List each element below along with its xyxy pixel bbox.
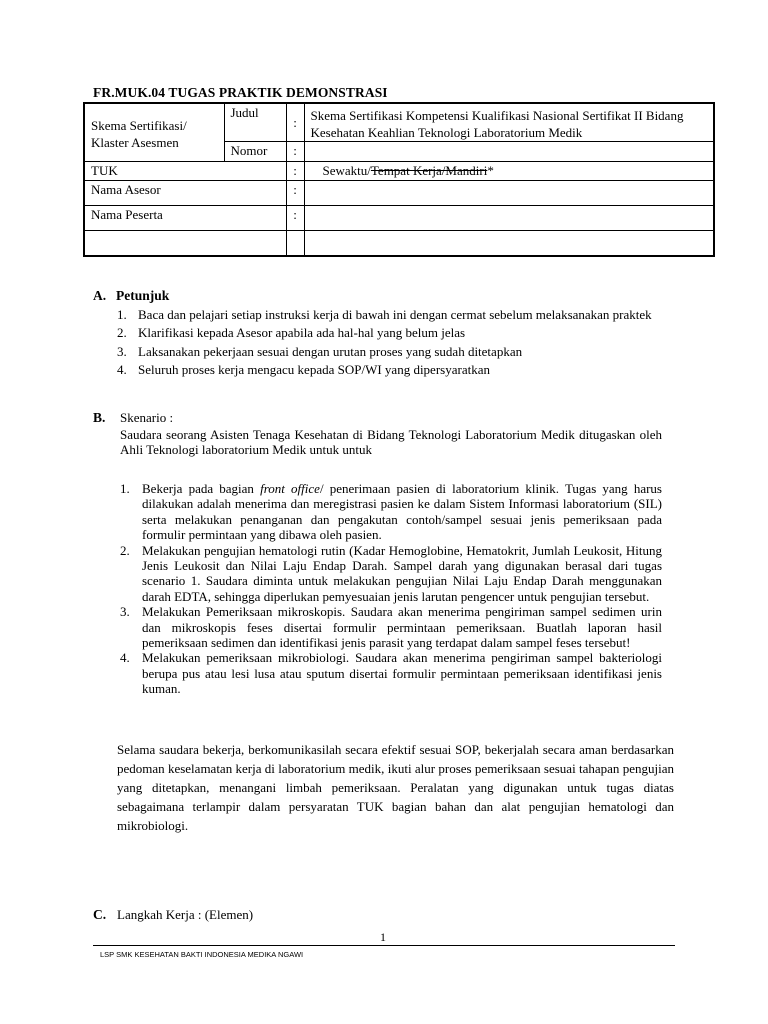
- scenario-closing: Selama saudara bekerja, berkomunikasilah secara efektif sesuai SOP, bekerjalah secara aman berdasarkan pedoman keselamatan kerja di laboratorium medik, ikuti alur proses pemeriksaan sesuai tahapan pengujian yang ditetapkan, menangani limbah pemeriksaan. Peralatan yang digunakan untuk tugas diatas sebagaimana terlampir dalam persyaratan TUK bagian bahan dan alat pengujian hematologi dan mikrobiologi.: [117, 742, 674, 833]
- nomor-colon: :: [286, 142, 304, 162]
- judul-label: Judul: [224, 103, 286, 142]
- tuk-asterisk: *: [487, 163, 494, 178]
- section-c-heading: Langkah Kerja : (Elemen): [117, 907, 254, 922]
- peserta-colon: :: [286, 206, 304, 231]
- scenario-item-1: 1. Bekerja pada bagian front office/ penerimaan pasien di laboratorium klinik. Tugas yang harus dilakukan adalah menerima dan meregistrasi pasien ke dalam Sistem Informasi laboratorium (SIL) serta melakukan penanganan dan pengakutan contoh/sampel sesuai jenis pemeriksaan pada formulir permintaan yang dibawa oleh pasien.: [120, 481, 662, 543]
- scenario-item-2: 2. Melakukan pengujian hematologi rutin (Kadar Hemoglobine, Hematokrit, Jumlah Leukosit, Hitung Jenis Leukosit dan Nilai Laju Endap Darah. Sampel darah yang digunakan berasal dari tugas scenario 1. Saudara diminta untuk melakukan pengujian Nilai Laju Endap Darah menggunakan darah EDTA, sehingga diperlukan pemyesuaian jenis larutan pengencer untuk pengujian tersebut.: [120, 542, 662, 604]
- page-number: 1: [380, 930, 386, 944]
- scenario-list: [120, 481, 662, 697]
- instruction-item: 3. Laksanakan pekerjaan sesuai dengan urutan proses yang sudah ditetapkan: [117, 343, 523, 359]
- section-b-heading: Skenario :: [120, 410, 174, 425]
- section-a-letter: A.: [93, 288, 107, 303]
- footer-organization: LSP SMK KESEHATAN BAKTI INDONESIA MEDIKA NGAWI: [100, 950, 304, 959]
- nomor-label: Nomor: [224, 142, 286, 162]
- judul-value: Skema Sertifikasi Kompetensi Kualifikasi Nasional Sertifikat II Bidang Kesehatan Keahlian Teknologi Laboratorium Medik: [304, 103, 714, 142]
- scheme-info-table: [83, 102, 715, 257]
- section-a-heading: Petunjuk: [116, 288, 170, 303]
- tuk-label: TUK: [84, 162, 286, 181]
- instruction-item: 1. Baca dan pelajari setiap instruksi kerja di bawah ini dengan cermat sebelum melaksanakan praktek: [117, 307, 652, 322]
- empty-colon: [286, 231, 304, 256]
- empty-label: [84, 231, 286, 256]
- scenario-item-4: 4. Melakukan pemeriksaan mikrobiologi. Saudara akan menerima pengiriman sampel bakteriologi berupa pus atau lesi lusa atau sputum disertai formulir permintaan pemeriksaan identifikasi jenis kuman.: [120, 650, 662, 697]
- document-title: FR.MUK.04 TUGAS PRAKTIK DEMONSTRASI: [93, 85, 388, 100]
- peserta-label: Nama Peserta: [84, 206, 286, 231]
- asesor-colon: :: [286, 181, 304, 206]
- section-b-letter: B.: [93, 410, 106, 425]
- instruction-item: 4. Seluruh proses kerja mengacu kepada SOP/WI yang dipersyaratkan: [117, 362, 490, 378]
- instructions-list: [117, 307, 675, 378]
- empty-value: [304, 231, 714, 256]
- nomor-value: [304, 142, 714, 162]
- judul-colon: :: [286, 103, 304, 142]
- footer-divider: [93, 945, 675, 946]
- tuk-value: [304, 162, 714, 181]
- skema-label-cell: [84, 103, 224, 162]
- instruction-item: 2. Klarifikasi kepada Asesor apabila ada hal-hal yang belum jelas: [117, 325, 466, 341]
- scenario-item-3: 3. Melakukan Pemeriksaan mikroskopis. Saudara akan menerima pengiriman sampel sedimen urin dan mikroskopis feses disertai formulir permintaan pemeriksaan. Buatlah laporan hasil pemeriksaan sedimen dan identifikasi jenis parasit yang terdapat dalam sampel feses tersebut!: [120, 604, 662, 651]
- tuk-option-sewaktu: Sewaktu/: [322, 163, 371, 178]
- tuk-option-struck: Tempat Kerja/Mandiri: [370, 163, 488, 178]
- asesor-label: Nama Asesor: [84, 181, 286, 206]
- scenario-intro: Saudara seorang Asisten Tenaga Kesehatan di Bidang Teknologi Laboratorium Medik ditugaskan oleh Ahli Teknologi laboratorium Medik untuk untuk: [120, 427, 662, 458]
- tuk-colon: :: [286, 162, 304, 181]
- skema-label: Skema Sertifikasi/ Klaster Asesmen: [91, 117, 187, 150]
- asesor-value: [304, 181, 714, 206]
- peserta-value: [304, 206, 714, 231]
- section-c-letter: C.: [93, 907, 107, 922]
